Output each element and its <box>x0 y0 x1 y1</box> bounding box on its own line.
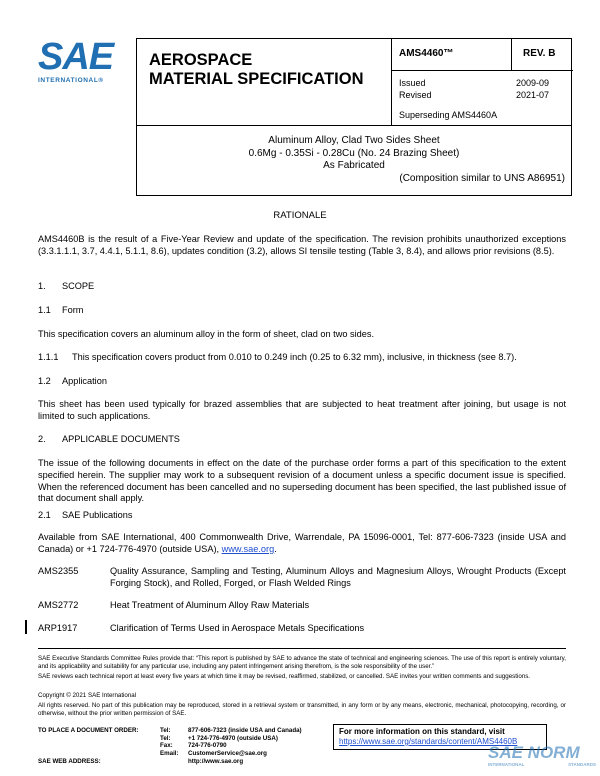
logo-subtext: INTERNATIONAL® <box>38 77 104 84</box>
revision-label: REV. B <box>523 48 556 59</box>
web-address-label: SAE WEB ADDRESS: <box>38 758 101 765</box>
rationale-text: AMS4460B is the result of a Five-Year Review and update of the specification. The revision prohibits unauthorized exceptions (3.3.1.1.1, 3.7, 4.4.1, 5.1.1, 8.6), updates condition (3.2), allows SI tensile testing (Table 3, 8.4), and allows prior revisions (8.5). <box>38 234 566 256</box>
subject-box <box>136 126 572 196</box>
issued-date: 2009-09 <box>515 78 549 88</box>
revised-label: Revised <box>399 90 432 100</box>
superseding-note: Superseding AMS4460A <box>399 110 498 120</box>
footer-rights: All rights reserved. No part of this publication may be reproduced, stored in a retrieval system or transmitted, in any form or by any means, electronic, mechanical, photocopying, recording, or otherwise, without the prior written permission of SAE. <box>38 702 566 717</box>
section-1-1-1: 1.1.1 This specification covers product from 0.010 to 0.249 inch (0.25 to 6.32 mm), inclusive, in thickness (see 8.7). <box>38 352 517 362</box>
footer-rules: SAE Executive Standards Committee Rules provide that: “This report is published by SAE to advance the state of technical and engineering sciences. The use of this report is entirely voluntary, and its applicability and suitability for any particular use, including any patent infringement arising therefrom, is the sole responsibility of the user.” <box>38 655 566 670</box>
section-1-heading: 1. SCOPE <box>38 281 95 291</box>
more-info-title: For more information on this standard, visit <box>339 727 505 736</box>
section-1-2-text: This sheet has been used typically for brazed assemblies that are subjected to heat treatment after joining, but usage is not limited to such applications. <box>38 399 566 421</box>
section-1-2-heading: 1.2 Application <box>38 376 107 386</box>
footer-copyright: Copyright © 2021 SAE International <box>38 692 137 699</box>
document-number: AMS4460™ <box>399 48 454 59</box>
section-1-1-heading: 1.1 Form <box>38 305 84 315</box>
change-bar <box>25 620 27 634</box>
reference-row <box>38 623 566 635</box>
rationale-heading: RATIONALE <box>273 210 327 221</box>
issued-label: Issued <box>399 78 426 88</box>
reference-code: AMS2772 <box>38 600 79 610</box>
order-contact: TO PLACE A DOCUMENT ORDER: Tel: 877-606-7323 (inside USA and Canada) Tel: +1 724-776-4970 (outside USA) Fax: 724-776-0790 Email: CustomerService@sae.org <box>38 727 302 757</box>
standard-link[interactable]: https://www.sae.org/standards/content/AMS4460B <box>339 737 518 746</box>
footer-review: SAE reviews each technical report at least every five years at which time it may be revised, reaffirmed, stabilized, or cancelled. SAE invites your written comments and suggestions. <box>38 673 531 680</box>
sae-website-link[interactable]: www.sae.org <box>221 543 275 554</box>
subject-line-2: 0.6Mg - 0.35Si - 0.28Cu (No. 24 Brazing Sheet) <box>248 147 460 159</box>
web-address[interactable]: http://www.sae.org <box>188 758 244 765</box>
logo-text: SAE <box>38 36 114 78</box>
footer-divider <box>38 648 566 649</box>
issue-dates <box>399 77 549 101</box>
title-line-2: MATERIAL SPECIFICATION <box>149 70 364 88</box>
section-2-text: The issue of the following documents in effect on the date of the purchase order forms a part of this specification to the extent specified herein. The supplier may work to a subsequent revision of a document unless a specific document issue is specified. When the referenced document has been cancelled and no superseding document has been specified, the last published issue of that document shall apply. <box>38 458 566 504</box>
title-line-1: AEROSPACE <box>149 51 253 69</box>
section-2-1-text: Available from SAE International, 400 Commonwealth Drive, Warrendale, PA 15096-0001, Tel: 877-606-7323 (inside USA and Canada) or +1 724-776-4970 (outside USA), www.sae.org. <box>38 532 566 554</box>
section-1-1-text: This specification covers an aluminum alloy in the form of sheet, clad on two sides. <box>38 329 375 339</box>
reference-row <box>38 600 566 612</box>
subject-line-4: (Composition similar to UNS A86951) <box>399 172 565 184</box>
customer-service-email[interactable]: CustomerService@sae.org <box>188 749 267 757</box>
doc-type-title <box>149 51 364 89</box>
subject-line-3: As Fabricated <box>323 160 385 171</box>
revised-date: 2021-07 <box>515 90 549 100</box>
spec-header <box>136 38 572 126</box>
reference-title: Heat Treatment of Aluminum Alloy Raw Materials <box>110 600 310 610</box>
reference-row <box>38 566 566 590</box>
reference-title: Quality Assurance, Sampling and Testing, Aluminum Alloys and Magnesium Alloys, Wrought Products (Except Forging Stock), and Rolled, Forged, or Flash Welded Rings <box>110 566 566 588</box>
reference-title: Clarification of Terms Used in Aerospace Metals Specifications <box>110 623 365 633</box>
reference-code: ARP1917 <box>38 623 78 633</box>
section-2-heading: 2. APPLICABLE DOCUMENTS <box>38 434 180 444</box>
subject-line-1: Aluminum Alloy, Clad Two Sides Sheet <box>268 135 440 146</box>
sae-logo <box>38 38 122 84</box>
reference-code: AMS2355 <box>38 566 79 576</box>
sae-norm-watermark: SAE NORM INTERNATIONAL STANDARDS <box>488 743 596 767</box>
section-2-1-heading: 2.1 SAE Publications <box>38 510 133 520</box>
